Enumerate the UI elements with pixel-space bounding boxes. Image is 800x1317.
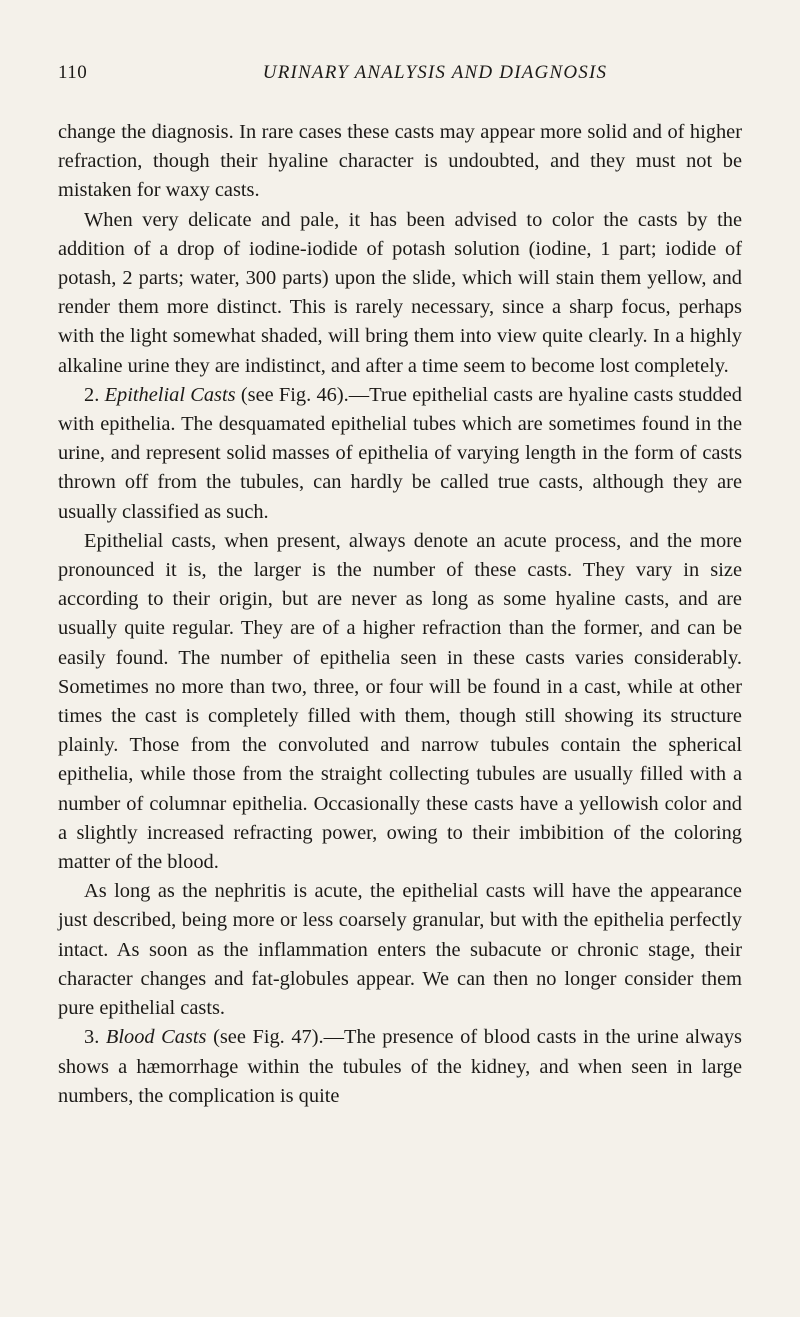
paragraph-text: Epithelial casts, when present, always denote an acute process, and the more pronounced it is, the larger is the number of these casts. They vary in size according to their origin, but are never as long as some hyaline casts, and are usually quite regular. They are of a higher refraction than the former, and can be easily found. The number of epithelia seen in these casts varies considerably. Sometimes no more than two, three, or four will be found in a cast, while at other times the cast is completely filled with them, though still showing its structure plainly. Those from the convoluted and narrow tubules contain the spherical epithelia, while those from the straight collecting tubules are usually filled with a number of columnar epithelia. Occasionally these casts have a yellowish color and a slightly increased refracting power, owing to their imbibition of the coloring matter of the blood. <box>58 529 742 874</box>
section-title: Blood Casts <box>105 1026 207 1049</box>
paragraph-text: (see Fig. 47).—The presence of blood casts in the urine always shows a hæmorrhage within the tubules of the kidney, and when seen in large numbers, the complication is quite <box>58 1026 742 1107</box>
body-text <box>58 118 742 1111</box>
paragraph-text: change the diagnosis. In rare cases these casts may appear more solid and of higher refraction, though their hyaline character is undoubted, and they must not be mistaken for waxy casts. <box>58 121 742 202</box>
section-number: 2. <box>84 383 100 406</box>
section-title: Epithelial Casts <box>104 383 236 406</box>
paragraph-text: When very delicate and pale, it has been advised to color the casts by the addition of a drop of iodine-iodide of potash solution (iodine, 1 part; iodide of potash, 2 parts; water, 300 parts) upon the slide, which will stain them yellow, and render them more distinct. This is rarely necessary, since a sharp focus, perhaps with the light somewhat shaded, will bring them into view quite clearly. In a highly alkaline urine they are indistinct, and after a time seem to become lost completely. <box>58 208 742 377</box>
running-head: URINARY ANALYSIS AND DIAGNOSIS <box>262 62 608 83</box>
paragraph <box>58 877 742 1023</box>
paragraph-text: As long as the nephritis is acute, the epithelial casts will have the appearance just described, being more or less coarsely granular, but with the epithelia perfectly intact. As soon as the inflammation enters the subacute or chronic stage, their character changes and fat-globules appear. We can then no longer consider them pure epithelial casts. <box>58 880 742 1020</box>
section-number: 3. <box>84 1026 100 1049</box>
page-header <box>58 62 742 90</box>
page-number: 110 <box>58 62 88 83</box>
paragraph-blood-casts <box>58 1023 742 1111</box>
paragraph-epithelial-casts <box>58 381 742 527</box>
paragraph <box>58 527 742 877</box>
paragraph-continued <box>58 118 742 206</box>
paragraph <box>58 206 742 381</box>
paragraph-text: (see Fig. 46).—True epithelial casts are hyaline casts studded with epithelia. The desquamated epithelial tubes which are sometimes found in the urine, and represent solid masses of epithelia of varying length in the form of casts thrown off from the tubules, can hardly be called true casts, although they are usually classified as such. <box>58 383 742 523</box>
